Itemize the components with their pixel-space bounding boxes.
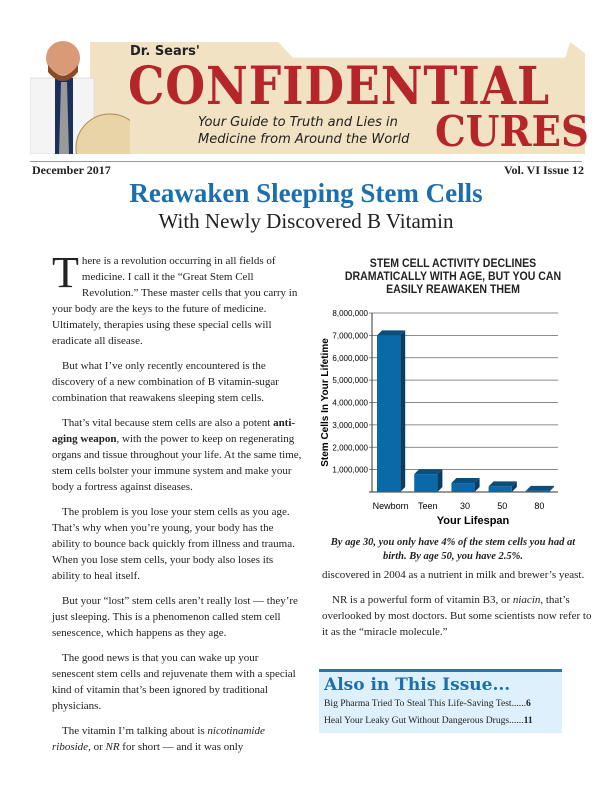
y-tick-label: 6,000,000 (332, 353, 368, 363)
chart-title: STEM CELL ACTIVITY DECLINES DRAMATICALLY WITH AGE, BUT YOU CAN EASILY REAWAKEN THEM (344, 256, 562, 296)
x-tick-label: 30 (459, 501, 471, 511)
article-title: Reawaken Sleeping Stem Cells (129, 178, 483, 208)
x-tick-label: 50 (497, 501, 508, 511)
text: , that’s overlooked by most doctors. But some scientists now refer to it as the “miracle molecule.” (322, 594, 592, 638)
paragraph: But your “lost” stem cells aren’t really lost — they’re just sleeping. This is a phenomenon called stem cell senescence, which happens as they age. (52, 595, 298, 639)
byline: Dr. Sears' (130, 44, 200, 59)
bar (526, 491, 549, 492)
paragraph: discovered in 2004 as a nutrient in milk and brewer’s yeast. (322, 569, 585, 581)
x-tick-label: Teen (418, 501, 438, 511)
x-tick-label: 80 (534, 501, 545, 511)
item-page: 11 (523, 715, 533, 726)
y-tick-label: 8,000,000 (332, 309, 368, 318)
tagline (198, 114, 409, 148)
bar-side (400, 330, 405, 492)
item-label: Heal Your Leaky Gut Without Dangerous Drugs...... (324, 715, 524, 726)
text: NR is a powerful form of vitamin B3, or (332, 594, 513, 606)
bar (489, 486, 512, 492)
y-tick-label: 2,000,000 (332, 443, 368, 453)
text: for short — and it was only (119, 741, 244, 753)
paragraph: The good news is that you can wake up your senescent stem cells and rejuvenate them with a special kind of vitamin that’s been ignored by traditional physicians. (52, 652, 296, 712)
text: That’s vital because stem cells are also a potent (62, 417, 274, 429)
y-axis-label: Stem Cells In Your Lifetime (320, 338, 331, 467)
item-label: Big Pharma Tried To Steal This Life-Saving Test...... (324, 698, 526, 709)
issue-item[interactable] (324, 715, 562, 726)
paragraph: But what I’ve only recently encountered is the discovery of a new combination of B vitamin-sugar combination that reawakens sleeping stem cells. (52, 360, 279, 404)
y-tick-label: 5,000,000 (332, 376, 368, 386)
masthead (30, 30, 589, 156)
masthead-title: CONFIDENTIAL (128, 56, 551, 117)
y-tick-label: 4,000,000 (332, 398, 368, 408)
divider (30, 161, 582, 162)
also-heading: Also in This Issue... (324, 675, 511, 695)
paragraph (322, 592, 594, 640)
tagline-line: Medicine from Around the World (198, 132, 410, 147)
text: here is a revolution occurring in all fields of medicine. I call it the “Great Stem Cell Revolution.” These master cells that you carry in your body are the keys to the future of medicine. Ultimately, therapies using these special cells will eradicate all disease. (52, 255, 298, 347)
text: The vitamin I’m talking about is (62, 725, 208, 737)
left-column (52, 248, 302, 764)
x-axis-label: Your Lifespan (436, 515, 510, 527)
text: , with the power to keep on regenerating organs and tissue throughout your life. At the same time, stem cells bolster your immune system and make your body a fortress against diseases. (52, 433, 302, 493)
issue-volume: Vol. VI Issue 12 (503, 163, 584, 177)
x-tick-label: Newborn (372, 501, 409, 511)
italic-text: NR (105, 741, 120, 753)
doctor-photo (30, 30, 130, 154)
drop-cap: T (52, 248, 79, 297)
italic-text: nicotinamide riboside (52, 725, 265, 753)
bar (451, 483, 474, 492)
bold-text: anti-aging weapon (52, 417, 296, 445)
issue-item[interactable] (324, 698, 562, 709)
chart-caption: By age 30, you only have 4% of the stem cells you had at birth. By age 50, you have 2.5%. (330, 537, 576, 562)
paragraph (52, 415, 302, 495)
bar (377, 335, 400, 492)
paragraph: The problem is you lose your stem cells as you age. That’s why when you’re young, your body has the ability to bounce back quickly from illness and trauma. When you lose stem cells, your body also loses its ability to heal itself. (52, 506, 295, 582)
bar-chart (310, 300, 600, 535)
italic-text: niacin (512, 594, 541, 606)
text: , or (88, 741, 106, 753)
paragraph (52, 248, 302, 349)
masthead-title-2: CURES (435, 107, 589, 156)
y-tick-label: 1,000,000 (332, 465, 368, 475)
issue-date: December 2017 (32, 163, 111, 177)
tagline-line: Your Guide to Truth and Lies in (198, 115, 398, 130)
article-subtitle: With Newly Discovered B Vitamin (158, 209, 454, 233)
y-tick-label: 7,000,000 (332, 331, 368, 341)
right-column (322, 567, 594, 649)
also-in-this-issue-box (319, 669, 562, 733)
paragraph (52, 723, 302, 755)
y-tick-label: 3,000,000 (332, 420, 368, 430)
bar (414, 474, 437, 492)
item-page: 6 (526, 698, 531, 709)
